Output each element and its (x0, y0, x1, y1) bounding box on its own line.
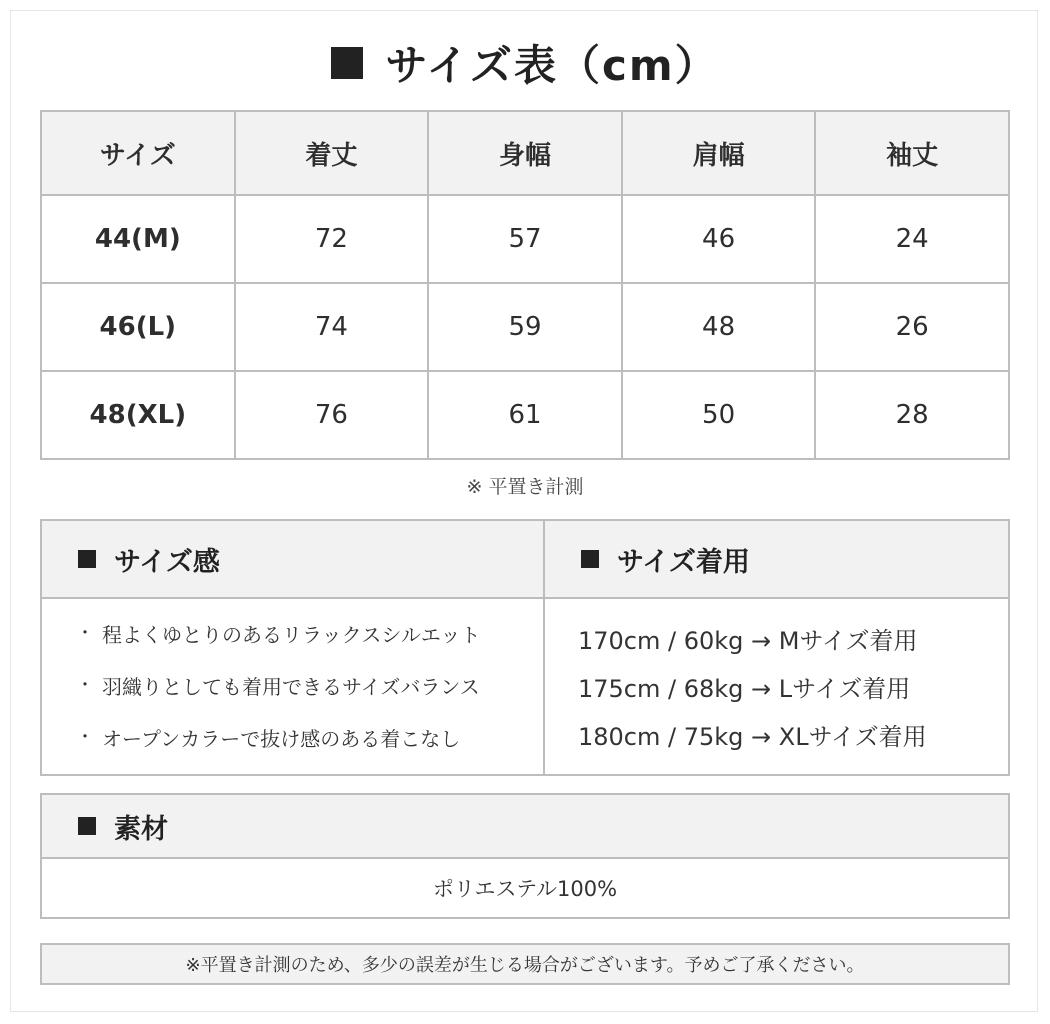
cell-value: 72 (235, 195, 429, 283)
cell-size: 44(M) (41, 195, 235, 283)
list-item-text: オープンカラーで抜け感のある着こなし (102, 727, 461, 751)
wearing-section (545, 521, 1008, 774)
page-title-text: サイズ表（cm） (385, 41, 719, 90)
table-header-row (41, 111, 1009, 195)
cell-value: 46 (622, 195, 816, 283)
cell-value: 76 (235, 371, 429, 459)
cell-value: 74 (235, 283, 429, 371)
fit-list (42, 599, 543, 775)
flat-measure-note: ※ 平置き計測 (466, 476, 584, 498)
list-item (76, 619, 543, 671)
wearing-item: 175cm / 68kg → Lサイズ着用 (578, 675, 911, 703)
header-shoulder: 肩幅 (622, 111, 816, 195)
wearing-heading-text: サイズ着用 (617, 546, 750, 578)
footer-note: ※平置き計測のため、多少の誤差が生じる場合がございます。予めご了承ください。 (40, 943, 1010, 985)
cell-value: 28 (815, 371, 1009, 459)
table-row (41, 371, 1009, 459)
list-item-text: 羽織りとしても着用できるサイズバランス (102, 675, 480, 699)
fit-section (42, 521, 545, 774)
material-heading (42, 795, 1008, 859)
table-row (41, 195, 1009, 283)
square-bullet-icon (78, 550, 96, 568)
cell-value: 48 (622, 283, 816, 371)
header-length: 着丈 (235, 111, 429, 195)
wearing-item: 180cm / 75kg → XLサイズ着用 (578, 723, 927, 751)
square-bullet-icon (581, 550, 599, 568)
wearing-heading (545, 521, 1008, 599)
size-table (40, 110, 1010, 460)
square-bullet-icon (331, 47, 363, 79)
square-bullet-icon (78, 817, 96, 835)
bullet-dot-icon: ・ (76, 727, 94, 748)
fit-heading-text: サイズ感 (114, 546, 220, 578)
wearing-item: 170cm / 60kg → Mサイズ着用 (578, 627, 918, 655)
header-sleeve: 袖丈 (815, 111, 1009, 195)
cell-value: 50 (622, 371, 816, 459)
cell-value: 24 (815, 195, 1009, 283)
page-title (0, 28, 1050, 98)
header-width: 身幅 (428, 111, 622, 195)
cell-size: 46(L) (41, 283, 235, 371)
cell-value: 61 (428, 371, 622, 459)
cell-value: 26 (815, 283, 1009, 371)
bullet-dot-icon: ・ (76, 675, 94, 696)
table-row (41, 283, 1009, 371)
list-item (76, 723, 543, 775)
cell-value: 57 (428, 195, 622, 283)
list-item-text: 程よくゆとりのあるリラックスシルエット (102, 623, 481, 647)
wearing-list (545, 599, 1008, 765)
cell-value: 59 (428, 283, 622, 371)
header-size: サイズ (41, 111, 235, 195)
material-heading-text: 素材 (114, 813, 168, 845)
fit-and-wearing-box (40, 519, 1010, 776)
material-box (40, 793, 1010, 919)
cell-size: 48(XL) (41, 371, 235, 459)
bullet-dot-icon: ・ (76, 623, 94, 644)
fit-heading (42, 521, 543, 599)
list-item (76, 671, 543, 723)
material-value: ポリエステル100% (432, 877, 618, 901)
